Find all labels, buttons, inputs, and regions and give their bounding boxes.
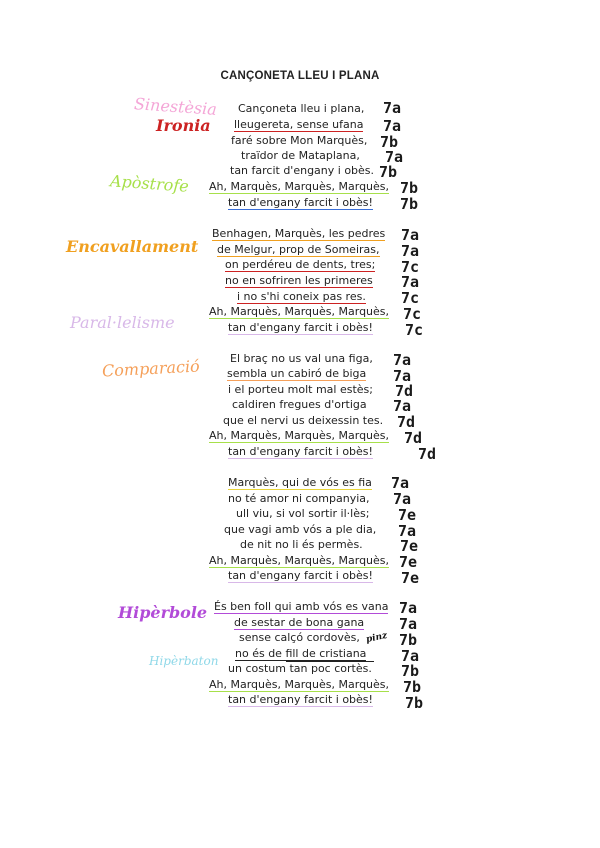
metric-mark: 7a bbox=[391, 474, 410, 492]
metric-mark: 7e bbox=[400, 537, 419, 555]
margin-note: pinz bbox=[365, 630, 389, 646]
underlined-text: tan d'engany farcit i obès! bbox=[228, 445, 373, 458]
metric-mark: 7a bbox=[398, 522, 417, 540]
metric-mark: 7a bbox=[393, 490, 412, 508]
verse-text: caldiren fregues d'ortiga bbox=[232, 398, 367, 411]
verse-line bbox=[217, 243, 380, 257]
underlined-text: tan d'engany farcit i obès! bbox=[228, 321, 373, 334]
verse-line bbox=[232, 398, 367, 412]
underlined-text: de Melgur, prop de Someiras, bbox=[217, 243, 380, 256]
underlined-text: Benhagen, Marquès, les pedres bbox=[212, 227, 386, 240]
verse-line bbox=[223, 414, 383, 428]
metric-mark: 7b bbox=[380, 133, 399, 151]
underlined-text: Marquès, qui de vós es fia bbox=[228, 476, 372, 489]
metric-mark: 7a bbox=[401, 647, 420, 665]
underlined-text: tan d'engany farcit i obès! bbox=[228, 693, 373, 706]
underlined-text: Ah, Marquès, Marquès, Marquès, bbox=[209, 678, 390, 691]
verse-line bbox=[214, 600, 388, 614]
metric-mark: 7d bbox=[397, 413, 416, 431]
metric-mark: 7b bbox=[403, 678, 422, 696]
verse-line bbox=[228, 569, 373, 583]
verse-line bbox=[209, 429, 389, 443]
annotation-apostrofe: Apòstrofe bbox=[109, 171, 190, 196]
metric-mark: 7c bbox=[403, 305, 422, 323]
poem-title: CANÇONETA LLEU I PLANA bbox=[220, 70, 380, 82]
verse-text: traïdor de Mataplana, bbox=[241, 149, 360, 162]
verse-text: sense calçó cordovès, bbox=[239, 631, 360, 644]
metric-mark: 7b bbox=[401, 662, 420, 680]
annotation-sinestesia: Sinestèsia bbox=[133, 94, 218, 119]
verse-line bbox=[228, 321, 373, 335]
metric-mark: 7b bbox=[400, 195, 419, 213]
underlined-text: tan d'engany farcit i obès! bbox=[228, 569, 373, 582]
verse-text: faré sobre Mon Marquès, bbox=[231, 134, 368, 147]
annotation-hiperbole: Hipèrbole bbox=[118, 603, 208, 622]
metric-mark: 7d bbox=[418, 445, 437, 463]
metric-mark: 7d bbox=[404, 429, 423, 447]
metric-mark: 7a bbox=[401, 273, 420, 291]
verse-line bbox=[234, 118, 363, 132]
verse-line bbox=[241, 149, 360, 163]
underlined-text: sembla un cabiró de biga bbox=[227, 367, 367, 380]
verse-text: que el nervi us deixessin tes. bbox=[223, 414, 384, 427]
metric-mark: 7a bbox=[383, 117, 402, 135]
underlined-text: És ben foll qui amb vós es vana bbox=[214, 600, 389, 613]
annotation-paralelisme: Paral·lelisme bbox=[70, 313, 175, 332]
underlined-text: Ah, Marquès, Marquès, Marquès, bbox=[209, 305, 390, 318]
verse-text: un costum tan poc cortès. bbox=[228, 662, 372, 675]
verse-text: que vagi amb vós a ple dia, bbox=[224, 523, 377, 536]
underlined-text: no és de fill de cristiana bbox=[235, 647, 367, 660]
verse-line bbox=[228, 476, 372, 490]
underlined-text: de sestar de bona gana bbox=[234, 616, 365, 629]
metric-mark: 7b bbox=[400, 179, 419, 197]
metric-mark: 7a bbox=[401, 226, 420, 244]
verse-line bbox=[231, 134, 367, 148]
partial-underline bbox=[286, 661, 374, 662]
verse-line bbox=[209, 180, 389, 194]
verse-line bbox=[230, 164, 374, 178]
metric-mark: 7a bbox=[393, 351, 412, 369]
metric-mark: 7a bbox=[399, 599, 418, 617]
verse-line bbox=[228, 693, 373, 707]
underlined-text: lleugereta, sense ufana bbox=[234, 118, 364, 131]
metric-mark: 7a bbox=[399, 615, 418, 633]
metric-mark: 7b bbox=[379, 163, 398, 181]
metric-mark: 7a bbox=[401, 242, 420, 260]
verse-line bbox=[240, 538, 363, 552]
annotation-hiperbaton: Hipèrbaton bbox=[149, 654, 219, 668]
annotation-encavallament: Encavallament bbox=[66, 237, 199, 256]
underlined-text: tan d'engany farcit i obès! bbox=[228, 196, 373, 209]
metric-mark: 7c bbox=[401, 289, 420, 307]
underlined-text: Ah, Marquès, Marquès, Marquès, bbox=[209, 180, 390, 193]
metric-mark: 7a bbox=[385, 148, 404, 166]
underlined-text: no en sofriren les primeres bbox=[225, 274, 373, 287]
metric-mark: 7a bbox=[383, 99, 402, 117]
metric-mark: 7e bbox=[401, 569, 420, 587]
metric-mark: 7e bbox=[398, 506, 417, 524]
verse-text: tan farcit d'engany i obès. bbox=[230, 164, 375, 177]
verse-line bbox=[228, 196, 373, 210]
metric-mark: 7b bbox=[399, 631, 418, 649]
verse-line bbox=[209, 678, 389, 692]
metric-mark: 7e bbox=[399, 553, 418, 571]
verse-line bbox=[238, 102, 364, 116]
verse-line bbox=[228, 445, 373, 459]
verse-line bbox=[212, 227, 385, 241]
verse-line bbox=[225, 258, 375, 272]
verse-line bbox=[228, 662, 372, 676]
metric-mark: 7b bbox=[405, 694, 424, 712]
verse-line bbox=[227, 367, 366, 381]
annotation-ironia: Ironia bbox=[156, 116, 211, 135]
verse-line bbox=[228, 492, 370, 506]
underlined-text: Ah, Marquès, Marquès, Marquès, bbox=[209, 429, 390, 442]
metric-mark: 7a bbox=[393, 367, 412, 385]
verse-text: no té amor ni companyia, bbox=[228, 492, 370, 505]
annotation-comparacio: Comparació bbox=[101, 356, 201, 381]
verse-text: i el porteu molt mal estès; bbox=[228, 383, 373, 396]
verse-line bbox=[209, 554, 389, 568]
verse-line bbox=[225, 274, 373, 288]
verse-line bbox=[228, 383, 373, 397]
verse-line bbox=[239, 631, 360, 645]
verse-line bbox=[230, 352, 373, 366]
verse-line bbox=[235, 647, 366, 661]
verse-text: de nit no li és permès. bbox=[240, 538, 363, 551]
verse-line bbox=[234, 616, 364, 630]
verse-text: El braç no us val una figa, bbox=[230, 352, 373, 365]
metric-mark: 7c bbox=[401, 258, 420, 276]
metric-mark: 7c bbox=[405, 321, 424, 339]
verse-line bbox=[224, 523, 376, 537]
verse-text: Cançoneta lleu i plana, bbox=[238, 102, 365, 115]
verse-line bbox=[236, 507, 369, 521]
metric-mark: 7d bbox=[395, 382, 414, 400]
verse-text: ull viu, si vol sortir il·lès; bbox=[236, 507, 370, 520]
verse-line bbox=[237, 290, 366, 304]
verse-line bbox=[209, 305, 389, 319]
underlined-text: i no s'hi coneix pas res. bbox=[237, 290, 366, 303]
underlined-text: Ah, Marquès, Marquès, Marquès, bbox=[209, 554, 390, 567]
metric-mark: 7a bbox=[393, 397, 412, 415]
underlined-text: on perdéreu de dents, tres; bbox=[225, 258, 376, 271]
